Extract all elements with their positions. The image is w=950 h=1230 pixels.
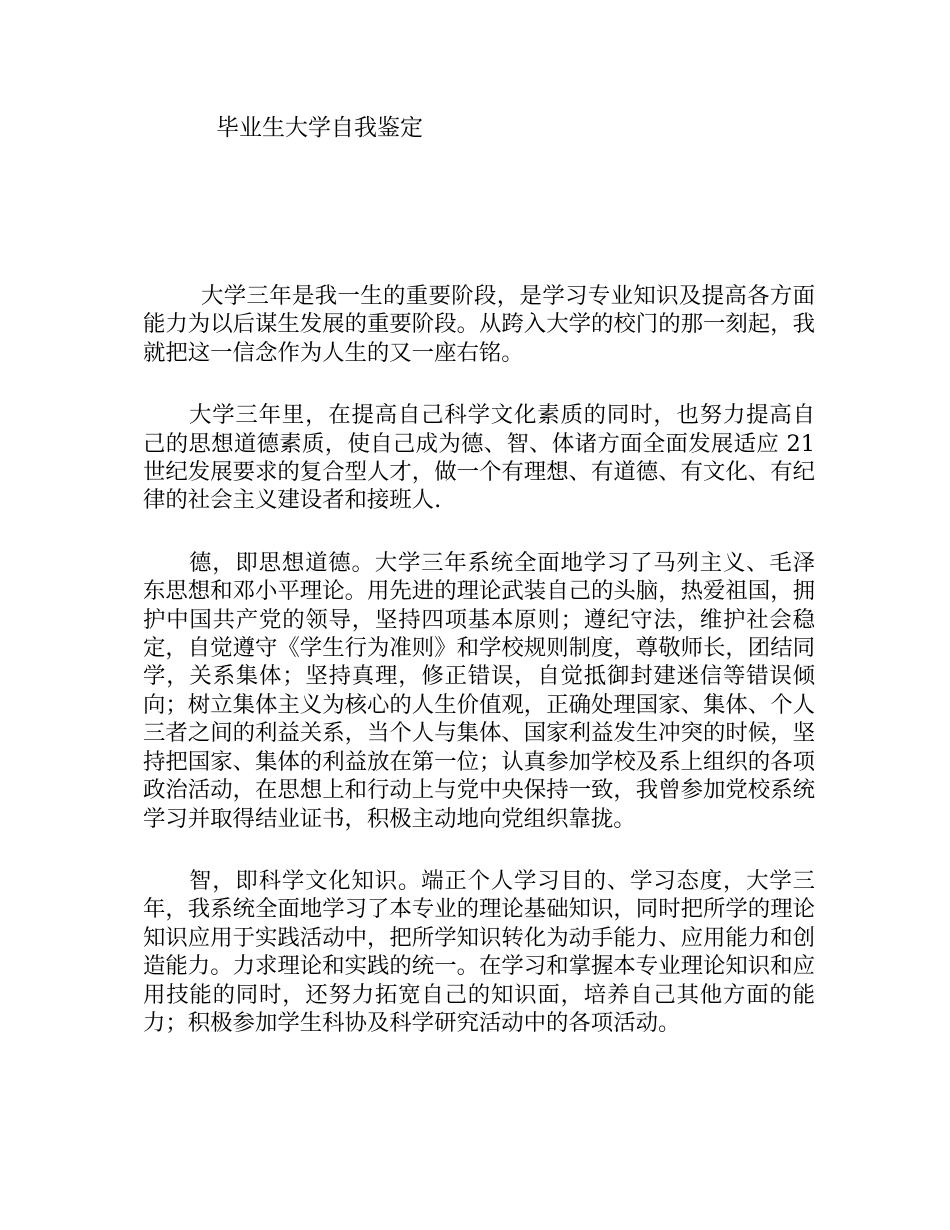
document-title: 毕业生大学自我鉴定	[216, 115, 423, 141]
document-body	[143, 282, 815, 1071]
paragraph-overview: 大学三年里，在提高自己科学文化素质的同时，也努力提高自己的思想道德素质，使自己成为德、智、体诸方面全面发展适应 21 世纪发展要求的复合型人才，做一个有理想、有道德、有文化、有纪律的社会主义建设者和接班人.	[143, 402, 815, 514]
paragraph-knowledge: 智，即科学文化知识。端正个人学习目的、学习态度，大学三年，我系统全面地学习了本专业的理论基础知识，同时把所学的理论知识应用于实践活动中，把所学知识转化为动手能力、应用能力和创造能力。力求理论和实践的统一。在学习和掌握本专业理论知识和应用技能的同时，还努力拓宽自己的知识面，培养自己其他方面的能力；积极参加学生科协及科学研究活动中的各项活动。	[143, 867, 815, 1036]
paragraph-intro: 大学三年是我一生的重要阶段，是学习专业知识及提高各方面能力为以后谋生发展的重要阶段。从跨入大学的校门的那一刻起，我就把这一信念作为人生的又一座右铭。	[143, 283, 815, 366]
paragraph-morality: 德，即思想道德。大学三年系统全面地学习了马列主义、毛泽东思想和邓小平理论。用先进的理论武装自己的头脑，热爱祖国，拥护中国共产党的领导，坚持四项基本原则；遵纪守法，维护社会稳定，自觉遵守《学生行为准则》和学校规则制度，尊敬师长，团结同学，关系集体；坚持真理，修正错误，自觉抵御封建迷信等错误倾向；树立集体主义为核心的人生价值观，正确处理国家、集体、个人三者之间的利益关系，当个人与集体、国家利益发生冲突的时候，坚持把国家、集体的利益放在第一位；认真参加学校及系上组织的各项政治活动，在思想上和行动上与党中央保持一致，我曾参加党校系统学习并取得结业证书，积极主动地向党组织靠拢。	[143, 549, 815, 832]
